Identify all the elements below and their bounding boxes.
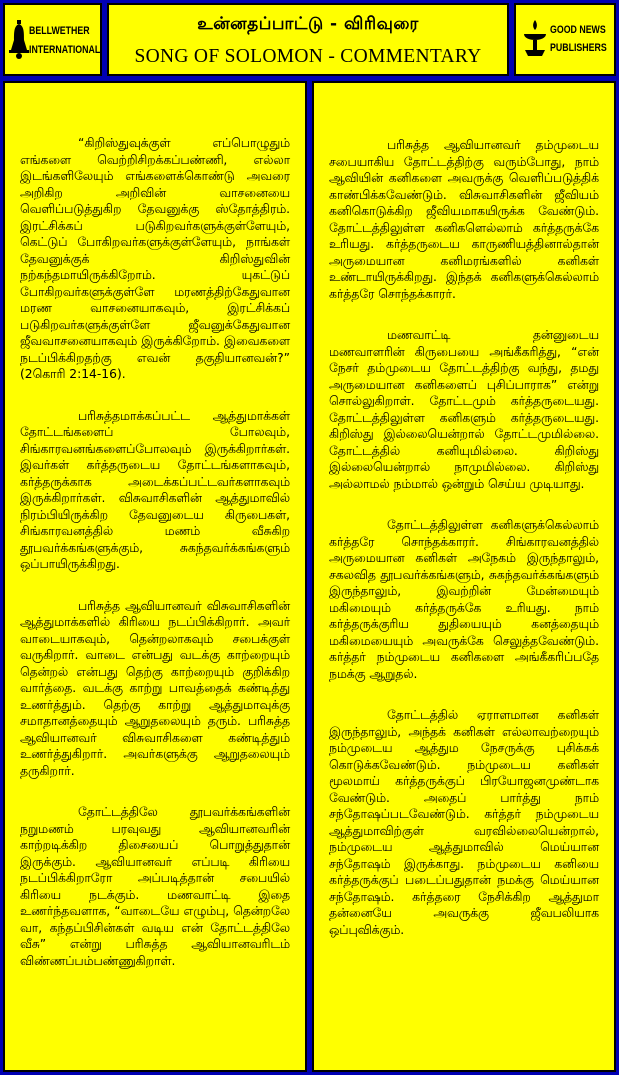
paragraph: “கிறிஸ்துவுக்குள் எப்பொழுதும் எங்களை வெற்றிசிறக்கப்பண்ணி, எல்லா இடங்களிலேயும் எங்களைக்கொண்டு அவரை அறிகிற அறிவின் வாசனையை வெளிப்படுத்துகிற தேவனுக்கு ஸ்தோத்திரம். இரட்சிக்கப் படுகிறவர்களுக்குள்ளேயும், கெட்டுப் போகிறவர்களுக்குள்ளேயும், நாங்கள் தேவனுக்குக் கிறிஸ்துவின் நற்கந்தமாயிருக்கிறோம். யுகட்டுப் போகிறவர்களுக்குள்ளே மரணத்திற்கேதுவான மரண வாசனையாகவும், இரட்சிக்கப் படுகிறவர்களுக்குள்ளே ஜீவனுக்கேதுவான ஜீவவாசனையாகவும் இருக்கிறோம். இவைகளை நடப்பிக்கிறதற்கு எவன் தகுதியானவன்?” (2கொரி 2:14-16). [20,136,290,381]
good-news-line2: PUBLISHERS [550,42,607,54]
good-news-logo-text [550,24,607,55]
left-column [3,81,307,1072]
paragraph: தோட்டத்திலே தூபவர்க்கங்களின் நறுமணம் பரவுவது ஆவியானவரின் காற்றடிக்கிற திசையைப் பொறுத்துதான் இருக்கும். ஆவியானவர் எப்படி கிரியை நடப்பிக்கிறாரோ அப்படித்தான் சபையில் கிரியை நடக்கும். மணவாட்டி இதை உணர்ந்தவளாக, “வாடையே எழும்பு, தென்றலே வா, கந்தப்பிசின்கள் வடிய என் தோட்டத்திலே வீசு” என்று பரிசுத்த ஆவியானவரிடம் விண்ணப்பம்பண்ணுகிறாள். [20,805,290,968]
left-column-text [5,83,305,969]
lamp-icon [522,20,548,60]
paragraph: பரிசுத்த ஆவியானவர் விசுவாசிகளின் ஆத்துமாக்களில் கிரியை நடப்பிக்கிறார். அவர் வாடையாகவும், தென்றலாகவும் சபைக்குள் வருகிறார். வாடை என்பது வடக்கு காற்றையும் தென்றல் என்பது தெற்கு காற்றையும் குறிக்கிற வார்த்தை. வடக்கு காற்று பாவத்தைக் கண்டித்து உணர்த்தும். தெற்கு காற்று ஆத்துமாவுக்கு சமாதானத்தையும் ஆறுதலையும் தரும். பரிசுத்த ஆவியானவர் விசுவாசிகளை கண்டித்தும் உணர்த்துகிறார். அவர்களுக்கு ஆறுதலையும் தருகிறார். [20,598,290,778]
paragraph: பரிசுத்த ஆவியானவர் தம்முடைய சபையாகிய தோட்டத்திற்கு வரும்போது, நாம் ஆவியின் கனிகளை அவருக்கு வெளிப்படுத்திக் காண்பிக்கவேண்டும். விசுவாசிகளின் ஜீவியம் கனிகொடுக்கிற ஜீவியமாகயிருக்க வேண்டும். தோட்டத்திலுள்ள கனிகளெல்லாம் கர்த்தருக்கே உரியது. கர்த்தருடைய காருணியத்தினால்தான் அருமையான கனிமரங்களில் கனிகள் உண்டாயிருக்கிறது. இந்தக் கனிகளுக்கெல்லாம் கர்த்தரே சொந்தக்காரர். [329,138,599,301]
right-column-text [314,83,614,938]
bellwether-logo [3,3,102,76]
bellwether-logo-text [29,25,100,57]
paragraph: பரிசுத்தமாக்கப்பட்ட ஆத்துமாக்கள் தோட்டங்களைப் போலவும், சிங்காரவனங்களைப்போலவும் இருக்கிறார்கள். இவர்கள் கர்த்தருடைய தோட்டங்களாகவும், கர்த்தருக்காக அடைக்கப்பட்டவர்களாகவும் இருக்கிறார்கள். விசுவாசிகளின் ஆத்துமாவில் நிரம்பியிருக்கிற தேவனுடைய கிருபைகள், சிங்காரவனத்தில் மணம் வீசுகிற தூபவர்க்கங்களுக்கும், சுகந்தவர்க்கங்களும் ஒப்பாயிருக்கிறது. [20,408,290,571]
english-title: SONG OF SOLOMON - COMMENTARY [134,46,482,67]
bellwether-logo-inner [5,5,100,74]
good-news-logo [514,3,616,76]
good-news-line1: GOOD NEWS [550,24,606,36]
bell-icon [9,20,29,60]
good-news-logo-inner [516,5,614,74]
paragraph: தோட்டத்திலுள்ள கனிகளுக்கெல்லாம் கர்த்தரே சொந்தக்காரர். சிங்காரவனத்தில் அருமையான கனிகள் அநேகம் இருந்தாலும், சகலவித தூபவர்க்கங்களும், சுகந்தவர்க்கங்களும் இருந்தாலும், இவற்றின் மேன்மையும் மகிமையும் கர்த்தருக்கே உரியது. நாம் கர்த்தருக்குரிய துதியையும் கனத்தையும் மகிமையையும் அவருக்கே செலுத்தவேண்டும். கர்த்தர் நம்முடைய கனிகளை அங்கீகரிப்பதே நமக்கு ஆறுதல். [329,518,599,681]
title-banner [107,3,509,76]
right-column [312,81,616,1072]
paragraph: தோட்டத்தில் ஏராளமான கனிகள் இருந்தாலும், அந்தக் கனிகள் எல்லாவற்றையும் நம்முடைய ஆத்தும நேசருக்கு புசிக்கக் கொடுக்கவேண்டும். நம்முடைய கனிகள் மூலமாய் கர்த்தருக்குப் பிரயோஜனமுண்டாக வேண்டும். அதைப் பார்த்து நாம் சந்தோஷப்படவேண்டும். கர்த்தர் நம்முடைய ஆத்துமாவிற்குள் வரவில்லையென்றால், நம்முடைய ஆத்துமாவில் மெய்யான சந்தோஷம் இருக்காது. நம்முடைய கனியை கர்த்தருக்குப் படைப்பதுதான் நமக்கு மெய்யான சந்தோஷம். கர்த்தரை நேசிக்கிற ஆத்துமா தன்னையே அவருக்கு ஜீவபலியாக ஒப்புவிக்கும். [329,708,599,937]
bellwether-line2: INTERNATIONAL [29,44,101,56]
paragraph: மணவாட்டி தன்னுடைய மணவாளரின் கிருபையை அங்கீகரித்து, “என் நேசர் தம்முடைய தோட்டத்திற்கு வந்து, தமது அருமையான கனிகளைப் புசிப்பாராக” என்று சொல்லுகிறாள். தோட்டமும் கர்த்தருடையது. தோட்டத்திலுள்ள கனிகளும் கர்த்தருடையது. கிறிஸ்து இல்லையென்றால் தோட்டமுமில்லை. தோட்டத்தில் கனியுமில்லை. கிறிஸ்து இல்லையென்றால் நாமுமில்லை. கிறிஸ்து அல்லாமல் நம்மால் ஒன்றும் செய்ய முடியாது. [329,328,599,491]
bellwether-line1: BELLWETHER [29,25,90,37]
tamil-title: உன்னதப்பாட்டு - விரிவுரை [197,14,419,34]
